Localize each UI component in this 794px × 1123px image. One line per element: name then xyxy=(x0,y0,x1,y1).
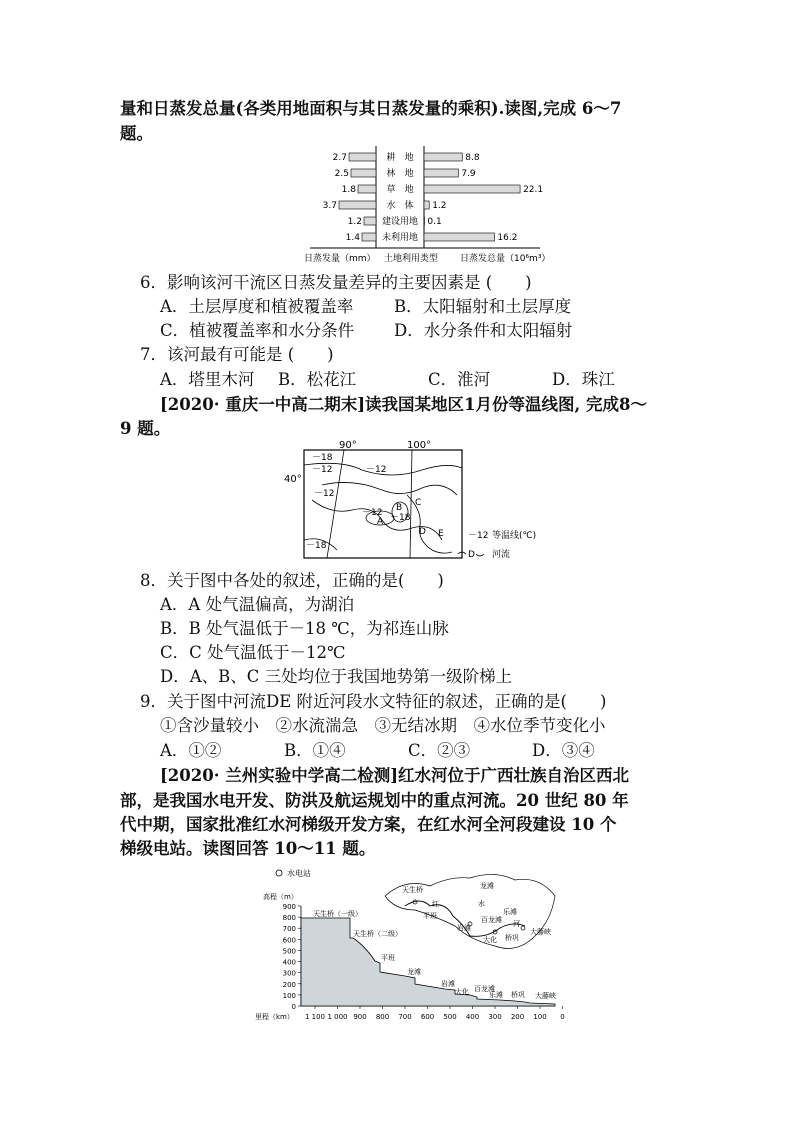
station-label: 百龙滩 xyxy=(474,985,495,993)
lon-90-label: 90° xyxy=(339,440,357,451)
xtick-label: 500 xyxy=(443,1013,457,1021)
q9-option-b: B．①④ xyxy=(284,741,346,760)
legend-isotherm-sample: －12 xyxy=(468,531,489,541)
evaporation-bar xyxy=(364,217,376,225)
q7-option-b: B．松花江 xyxy=(278,370,357,389)
q8-option-d: D．A、B、C 三处均位于我国地势第一级阶梯上 xyxy=(160,667,513,686)
ytick-label: 500 xyxy=(282,947,296,956)
iso-label: －12 xyxy=(362,508,383,518)
q6-option-d: D．水分条件和太阳辐射 xyxy=(394,321,573,340)
lat-40-label: 40° xyxy=(284,474,302,485)
station-label: 平班 xyxy=(381,954,395,962)
lon-100-label: 100° xyxy=(407,440,432,451)
iso-label: －18 xyxy=(390,513,411,523)
station-label: 天生桥（二级） xyxy=(353,930,402,938)
yaxis-title: 高程（m） xyxy=(263,893,298,901)
q6-option-a: A．土层厚度和植被覆盖率 xyxy=(160,297,354,316)
q8-option-c: C．C 处气温低于－12℃ xyxy=(160,643,346,662)
q7-stem: 7．该河最有可能是 ( ) xyxy=(140,345,334,364)
map-label: 平班 xyxy=(423,912,437,920)
intro2-line-1: [2020· 重庆一中高二期末]读我国某地区1月份等温线图, 完成8～ xyxy=(160,395,647,414)
xaxis-title: 里程（km） xyxy=(255,1013,294,1021)
ytick-label: 300 xyxy=(282,969,296,978)
q9-stem: 9．关于图中河流DE 附近河段水文特征的叙述，正确的是( ) xyxy=(140,692,607,711)
xtick-label: 300 xyxy=(488,1013,502,1021)
total-evaporation-value: 1.2 xyxy=(432,201,447,211)
total-evaporation-value: 8.8 xyxy=(465,153,480,163)
ytick-label: 800 xyxy=(282,914,296,923)
evaporation-bar xyxy=(351,169,376,177)
total-evaporation-bar xyxy=(424,233,494,241)
total-evaporation-bar xyxy=(424,185,520,193)
station-label: 乐滩 xyxy=(489,991,503,999)
intro-line-1: 量和日蒸发总量(各类用地面积与其日蒸发量的乘积).读图,完成 6～7 xyxy=(120,99,622,118)
category-label: 草 地 xyxy=(386,185,414,195)
station-label: 桥巩 xyxy=(511,991,525,999)
iso-label: －12 xyxy=(366,465,387,475)
total-evaporation-value: 16.2 xyxy=(497,233,518,243)
point-d: D xyxy=(419,527,426,537)
intro3-line-4: 梯级电站。读图回答 10～11 题。 xyxy=(120,839,376,858)
map-label: 河 xyxy=(513,920,520,928)
evaporation-value: 3.7 xyxy=(322,201,337,211)
map-label: 水 xyxy=(478,900,485,908)
evaporation-bar xyxy=(349,153,376,161)
q9-items: ①含沙量较小 ②水流湍急 ③无结冰期 ④水位季节变化小 xyxy=(160,716,606,735)
map-label: 龙滩 xyxy=(480,882,494,890)
ytick-label: 100 xyxy=(282,991,296,1000)
intro2-line-2: 9 题。 xyxy=(120,419,171,438)
xtick-label: 700 xyxy=(398,1013,412,1021)
map-label: 岩滩 xyxy=(457,924,471,932)
evaporation-bar xyxy=(358,185,376,193)
iso-label: －18 xyxy=(306,541,327,551)
station-label: 大化 xyxy=(455,988,469,996)
point-c: C xyxy=(415,498,422,508)
map-label: 百龙滩 xyxy=(481,916,502,924)
q9-option-a: A．①② xyxy=(160,741,222,760)
q8-stem: 8．关于图中各处的叙述，正确的是( ) xyxy=(140,571,444,590)
legend-station-label: 水电站 xyxy=(287,869,311,878)
q8-option-b: B．B 处气温低于－18 ℃，为祁连山脉 xyxy=(160,619,449,638)
q6-option-b: B．太阳辐射和土层厚度 xyxy=(394,297,572,316)
ytick-label: 700 xyxy=(282,925,296,934)
evaporation-bar xyxy=(339,201,376,209)
category-label: 林 地 xyxy=(386,169,414,179)
q7-option-c: C．淮河 xyxy=(428,370,491,389)
total-evaporation-bar xyxy=(424,169,458,177)
left-axis-label: 日蒸发量（mm） xyxy=(304,254,376,264)
xtick-label: 1 000 xyxy=(327,1013,348,1021)
hydropower-station-icon xyxy=(521,926,525,930)
point-e: E xyxy=(438,529,444,539)
map-label: 桥巩 xyxy=(505,934,519,942)
iso-label: －18 xyxy=(312,453,333,463)
river-profile-chart xyxy=(255,866,575,1031)
ytick-label: 200 xyxy=(282,980,296,989)
map-label: 天生桥 xyxy=(402,886,423,894)
evaporation-value: 2.7 xyxy=(332,153,347,163)
xtick-label: 400 xyxy=(465,1013,480,1021)
q9-option-c: C．②③ xyxy=(408,741,471,760)
ytick-label: 600 xyxy=(282,936,296,945)
evaporation-value: 1.2 xyxy=(347,217,362,227)
iso-label: －12 xyxy=(312,465,333,475)
xtick-label: 200 xyxy=(510,1013,525,1021)
ytick-label: 0 xyxy=(291,1003,296,1011)
xtick-label: 600 xyxy=(420,1013,435,1021)
hydropower-station-icon xyxy=(276,870,282,876)
map-label: 大化 xyxy=(483,936,497,944)
total-evaporation-bar xyxy=(424,153,462,161)
category-label: 水 体 xyxy=(386,201,414,211)
category-label: 未利用地 xyxy=(381,233,419,243)
q8-option-a: A．A 处气温偏高，为湖泊 xyxy=(160,595,355,614)
intro3-line-3: 代中期，国家批准红水河梯级开发方案，在红水河全河段建设 10 个 xyxy=(120,815,617,834)
iso-label: －12 xyxy=(314,489,335,499)
evaporation-value: 1.4 xyxy=(345,233,360,243)
q7-option-a: A．塔里木河 xyxy=(160,370,255,389)
total-evaporation-value: 0.1 xyxy=(427,217,442,227)
station-label: 大藤峡 xyxy=(535,992,556,1000)
total-evaporation-bar xyxy=(424,201,429,209)
evaporation-value: 1.8 xyxy=(341,185,356,195)
point-b: B xyxy=(396,503,403,513)
legend-isotherm-label: 等温线(℃) xyxy=(492,531,537,541)
map-label: 大藤峡 xyxy=(530,928,551,936)
evaporation-value: 2.5 xyxy=(334,169,349,179)
xtick-label: 100 xyxy=(533,1013,547,1021)
xtick-label: 800 xyxy=(375,1013,390,1021)
right-axis-label: 日蒸发总量（10⁶m³） xyxy=(460,254,550,264)
q9-option-d: D．③④ xyxy=(532,741,595,760)
q6-stem: 6．影响该河干流区日蒸发量差异的主要因素是 ( ) xyxy=(140,273,532,292)
q6-option-c: C．植被覆盖率和水分条件 xyxy=(160,321,355,340)
map-label: 红 xyxy=(432,900,439,908)
intro3-line-2: 部，是我国水电开发、防洪及航运规划中的重点河流。20 世纪 80 年 xyxy=(120,791,629,810)
point-a: A xyxy=(377,517,384,527)
ytick-label: 400 xyxy=(282,958,296,967)
intro-line-2: 题。 xyxy=(120,124,153,143)
legend-river-label: 河流 xyxy=(492,550,511,560)
total-evaporation-value: 22.1 xyxy=(523,185,544,195)
map-label: 乐滩 xyxy=(503,908,517,916)
category-label: 建设用地 xyxy=(381,217,419,227)
xtick-label: 900 xyxy=(353,1013,367,1021)
legend-river-sample: D xyxy=(468,550,475,560)
station-label: 龙滩 xyxy=(407,968,421,976)
category-label: 耕 地 xyxy=(386,153,414,163)
center-axis-label: 土地利用类型 xyxy=(384,254,439,264)
evaporation-chart xyxy=(300,146,550,268)
station-label: 天生桥（一级） xyxy=(313,910,362,918)
xtick-label: 0 xyxy=(560,1013,565,1021)
intro3-line-1: [2020· 兰州实验中学高二检测]红水河位于广西壮族自治区西北 xyxy=(160,766,630,785)
ytick-label: 900 xyxy=(282,903,296,911)
xtick-label: 1 100 xyxy=(304,1013,326,1021)
evaporation-bar xyxy=(362,233,376,241)
total-evaporation-value: 7.9 xyxy=(461,169,476,179)
station-label: 岩滩 xyxy=(441,980,455,988)
isotherm-map xyxy=(282,440,552,565)
q7-option-d: D．珠江 xyxy=(552,370,615,389)
